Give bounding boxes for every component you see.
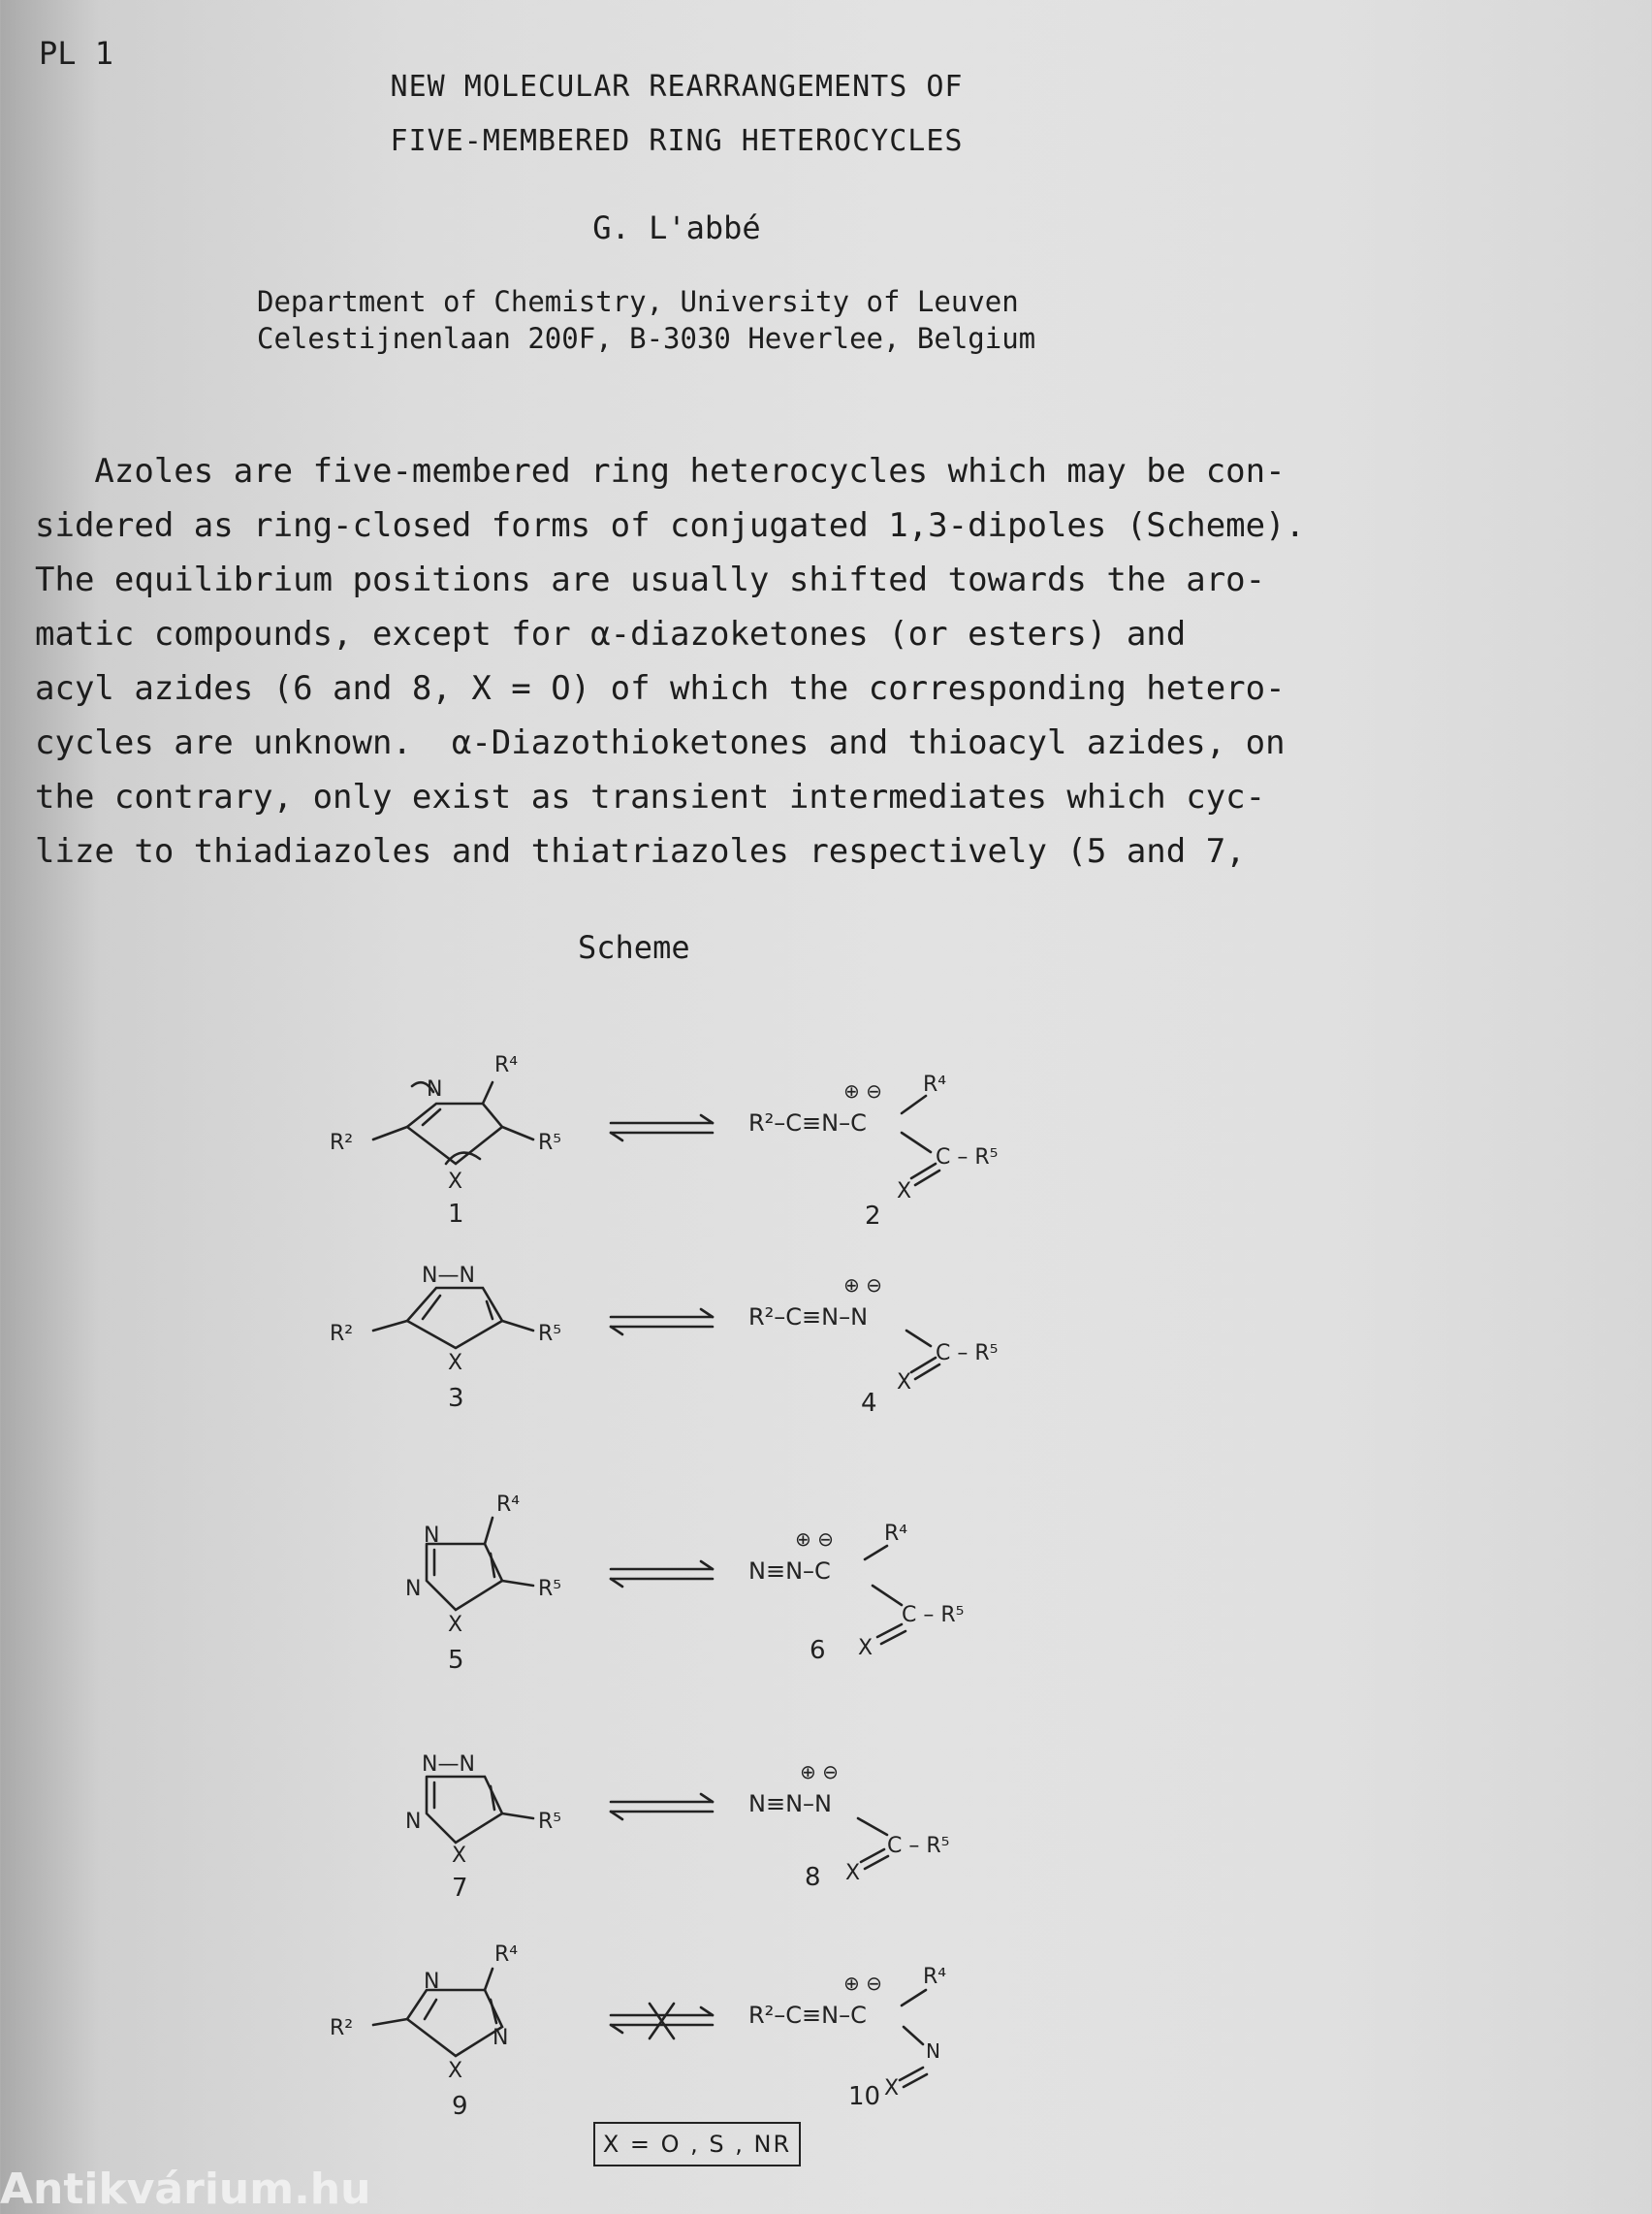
compound-number-5: 5 [448,1646,464,1675]
body-line: acyl azides (6 and 8, X = O) of which the corresponding hetero- [35,669,1286,708]
svg-text:R²–C≡N–C: R²–C≡N–C [748,2002,867,2029]
svg-text:C – R⁵: C – R⁵ [936,1341,999,1365]
svg-text:X: X [448,1351,463,1375]
compound-number-7: 7 [452,1874,468,1903]
scheme-row-5 [330,1942,946,2121]
blocked-equilibrium-arrow [611,2004,713,2038]
svg-text:X: X [845,1861,861,1885]
body-line: The equilibrium positions are usually shifted towards the aro- [35,561,1266,599]
compound-number-9: 9 [452,2092,468,2121]
equilibrium-arrow [611,1794,713,1819]
body-line: sidered as ring-closed forms of conjugated 1,3-dipoles (Scheme). [35,506,1306,545]
svg-text:⊕ ⊖: ⊕ ⊖ [843,1079,882,1103]
svg-text:X: X [448,1170,463,1194]
body-line: cycles are unknown. α-Diazothioketones and thioacyl azides, on [35,723,1286,762]
svg-text:R²: R² [330,1131,354,1155]
svg-text:X: X [897,1370,912,1395]
author: G. L'abbé [592,209,761,246]
svg-text:R⁴: R⁴ [923,1073,947,1097]
svg-text:R⁵: R⁵ [538,1577,562,1601]
svg-text:X: X [858,1636,874,1660]
dipole-structure-6 [748,1522,964,1660]
svg-text:⊕ ⊖: ⊕ ⊖ [800,1760,839,1783]
compound-number-2: 2 [865,1202,881,1231]
svg-text:N—N: N—N [422,1264,475,1288]
svg-text:R⁴: R⁴ [923,1965,947,1989]
svg-text:X: X [448,1613,463,1637]
x-definition-box: X = O , S , NR [593,2122,801,2166]
equilibrium-arrow [611,1115,713,1140]
compound-number-10: 10 [848,2082,881,2111]
body-line: the contrary, only exist as transient intermediates which cyc- [35,778,1266,817]
azole-structure-9 [330,1942,518,2083]
svg-text:N: N [427,1077,443,1102]
title-line-2: FIVE-MEMBERED RING HETEROCYCLES [390,124,964,158]
svg-text:R²–C≡N–N: R²–C≡N–N [748,1303,869,1331]
svg-text:⊕ ⊖: ⊕ ⊖ [795,1527,834,1551]
svg-text:X: X [884,2076,900,2101]
svg-text:R⁵: R⁵ [538,1810,562,1834]
svg-text:N: N [405,1810,422,1834]
dipole-structure-2 [748,1073,998,1203]
dipole-structure-4 [748,1273,998,1395]
affiliation-line-1: Department of Chemistry, University of Leuven [257,285,1019,318]
svg-text:R⁴: R⁴ [884,1522,908,1546]
body-paragraph [35,444,1441,879]
svg-text:R⁴: R⁴ [496,1492,521,1517]
svg-text:N≡N–C: N≡N–C [748,1557,831,1585]
svg-text:R²: R² [330,2016,354,2040]
compound-number-4: 4 [861,1389,877,1418]
body-line: matic compounds, except for α-diazoketones (or esters) and [35,615,1187,654]
compound-number-6: 6 [810,1636,826,1665]
dipole-structure-8 [748,1760,949,1885]
svg-text:R⁴: R⁴ [494,1942,519,1967]
svg-text:N—N: N—N [422,1752,475,1777]
svg-text:⊕ ⊖: ⊕ ⊖ [843,1273,882,1297]
title-line-1: NEW MOLECULAR REARRANGEMENTS OF [390,70,964,104]
svg-text:C – R⁵: C – R⁵ [936,1145,999,1170]
svg-text:R⁴: R⁴ [494,1053,519,1077]
svg-text:⊕ ⊖: ⊕ ⊖ [843,1972,882,1995]
scheme-row-4 [405,1752,949,1903]
svg-text:N≡N–N: N≡N–N [748,1790,832,1817]
svg-text:R²–C≡N–C: R²–C≡N–C [748,1109,867,1137]
azole-structure-7 [405,1752,561,1868]
reaction-scheme [330,1018,1066,2121]
svg-text:N: N [926,2039,940,2063]
svg-text:R⁵: R⁵ [538,1131,562,1155]
scheme-row-3 [405,1492,964,1675]
compound-number-3: 3 [448,1384,464,1413]
svg-text:X: X [452,1844,467,1868]
body-line: Azoles are five-membered ring heterocycles which may be con- [35,452,1286,491]
svg-text:X: X [897,1179,912,1203]
equilibrium-arrow [611,1309,713,1334]
svg-text:X: X [448,2059,463,2083]
compound-number-1: 1 [448,1200,464,1229]
svg-text:C – R⁵: C – R⁵ [902,1603,965,1627]
dipole-structure-10 [748,1965,946,2101]
body-line: lize to thiadiazoles and thiatriazoles respectively (5 and 7, [35,832,1246,871]
scheme-heading: Scheme [578,929,690,966]
svg-text:N: N [405,1577,422,1601]
svg-text:N: N [492,2026,509,2050]
azole-structure-3 [330,1264,561,1375]
azole-structure-5 [405,1492,561,1637]
svg-text:N: N [424,1524,440,1548]
affiliation-line-2: Celestijnenlaan 200F, B-3030 Heverlee, Belgium [257,322,1036,355]
equilibrium-arrow [611,1561,713,1587]
svg-text:N: N [424,1970,440,1994]
svg-text:C – R⁵: C – R⁵ [887,1834,950,1858]
svg-text:R⁵: R⁵ [538,1322,562,1346]
compound-number-8: 8 [805,1863,821,1892]
page-label: PL 1 [39,35,114,72]
watermark: Antikvárium.hu [0,2165,371,2214]
scheme-row-2 [330,1264,998,1418]
scheme-row-1 [330,1053,998,1231]
azole-structure-1 [330,1053,561,1194]
svg-text:R²: R² [330,1322,354,1346]
